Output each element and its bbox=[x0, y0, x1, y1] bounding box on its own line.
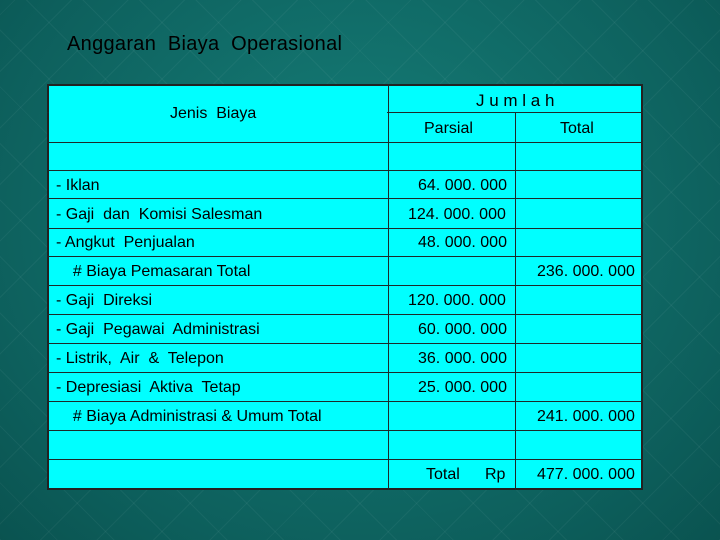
header-jenis-biaya: Jenis Biaya bbox=[170, 105, 257, 122]
grid-line bbox=[47, 459, 643, 460]
grand-total-label: Total bbox=[426, 466, 460, 483]
grid-line bbox=[47, 198, 643, 199]
grid-line bbox=[47, 430, 643, 431]
row-label: - Depresiasi Aktiva Tetap bbox=[56, 379, 241, 396]
grid-line bbox=[47, 142, 643, 143]
header-parsial: Parsial bbox=[424, 120, 473, 137]
row-label: - Gaji Pegawai Administrasi bbox=[56, 321, 260, 338]
grid-line bbox=[47, 372, 643, 373]
grid-line bbox=[47, 170, 643, 171]
row-label: - Iklan bbox=[56, 177, 100, 194]
header-total: Total bbox=[560, 120, 594, 137]
row-parsial: 120. 000. 000 bbox=[408, 292, 506, 309]
page-title: Anggaran Biaya Operasional bbox=[67, 33, 343, 55]
grid-line bbox=[388, 84, 389, 490]
currency-label: Rp bbox=[485, 466, 506, 483]
row-parsial: 64. 000. 000 bbox=[418, 177, 507, 194]
subtotal-label: # Biaya Administrasi & Umum Total bbox=[64, 408, 322, 425]
grid-line bbox=[47, 285, 643, 286]
row-label: - Angkut Penjualan bbox=[56, 234, 195, 251]
grid-line bbox=[47, 314, 643, 315]
header-jumlah: J u m l a h bbox=[476, 91, 555, 110]
grand-total-value: 477. 000. 000 bbox=[537, 466, 635, 483]
row-label: - Listrik, Air & Telepon bbox=[56, 350, 224, 367]
row-parsial: 25. 000. 000 bbox=[418, 379, 507, 396]
row-parsial: 48. 000. 000 bbox=[418, 234, 507, 251]
grid-line bbox=[47, 228, 643, 229]
row-parsial: 60. 000. 000 bbox=[418, 321, 507, 338]
subtotal-value: 236. 000. 000 bbox=[537, 263, 635, 280]
grid-line bbox=[515, 112, 516, 490]
row-label: - Gaji dan Komisi Salesman bbox=[56, 206, 263, 223]
row-parsial: 124. 000. 000 bbox=[408, 206, 506, 223]
grid-line bbox=[47, 401, 643, 402]
grid-line bbox=[47, 343, 643, 344]
grid-line bbox=[47, 256, 643, 257]
subtotal-label: # Biaya Pemasaran Total bbox=[64, 263, 251, 280]
subtotal-value: 241. 000. 000 bbox=[537, 408, 635, 425]
row-parsial: 36. 000. 000 bbox=[418, 350, 507, 367]
row-label: - Gaji Direksi bbox=[56, 292, 153, 309]
